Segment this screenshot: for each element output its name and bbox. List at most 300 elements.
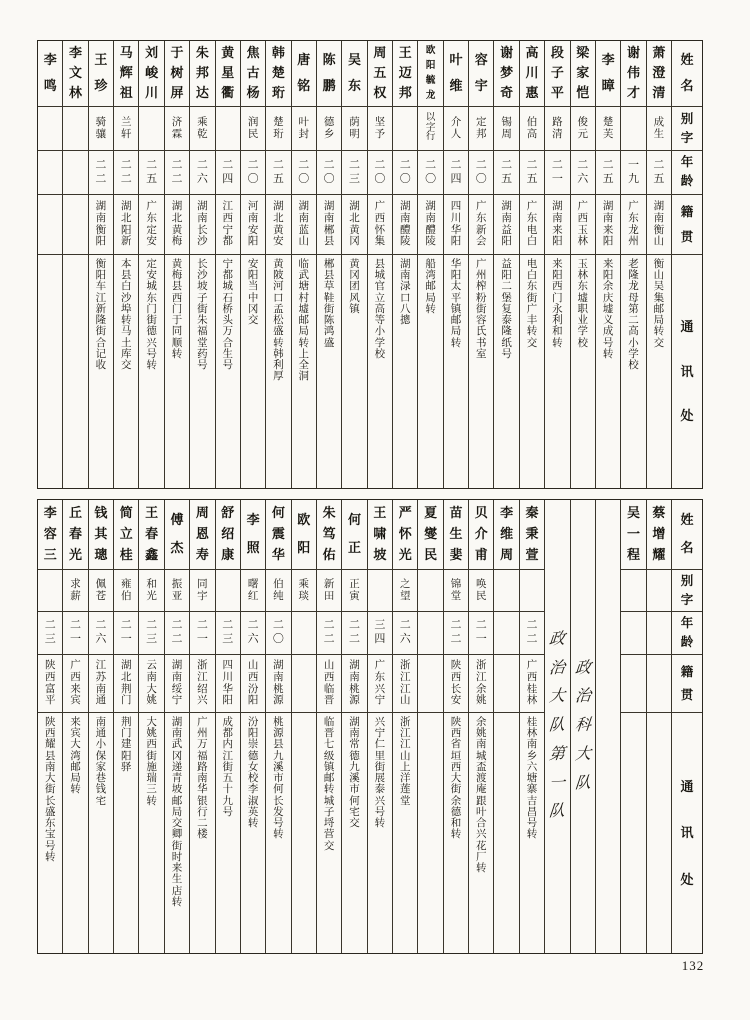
glyph: 林 — [526, 728, 538, 740]
name-cell — [89, 500, 113, 570]
glyph: 一 — [196, 633, 208, 645]
glyph: 北 — [121, 671, 132, 683]
glyph: 四 — [222, 660, 233, 671]
address-cell — [292, 713, 316, 953]
glyph: 耀 — [652, 547, 666, 563]
glyph: 晋 — [323, 695, 335, 707]
glyph: 二 — [146, 619, 158, 632]
glyph: 二 — [272, 158, 284, 171]
native-place-cell — [114, 195, 138, 255]
glyph: 笃 — [322, 526, 336, 542]
native-place-cell — [494, 195, 518, 255]
glyph: 一 — [551, 172, 563, 185]
glyph: 怀 — [374, 224, 386, 236]
glyph: 润 — [247, 116, 259, 128]
glyph: 萧 — [652, 45, 666, 61]
glyph: 周 — [373, 45, 387, 61]
glyph: 家 — [95, 761, 107, 773]
glyph: 舒 — [221, 505, 235, 521]
glyph: 堡 — [501, 292, 512, 304]
roster-column — [392, 500, 417, 953]
glyph: 山 — [298, 236, 310, 248]
glyph: 二 — [399, 158, 411, 171]
age-cell — [520, 151, 544, 195]
glyph: 收 — [95, 360, 107, 372]
glyph: 江 — [197, 671, 208, 683]
glyph: 广 — [70, 660, 81, 671]
glyph: 平 — [450, 292, 462, 304]
native-place-cell — [63, 655, 87, 713]
name-cell — [520, 500, 544, 570]
glyph: 龄 — [680, 174, 694, 189]
glyph: 何 — [271, 505, 285, 521]
glyph: 古 — [246, 65, 260, 81]
age-cell — [266, 151, 290, 195]
glyph: 江 — [95, 660, 107, 671]
glyph: 阳 — [450, 270, 462, 282]
glyph: 阳 — [425, 60, 436, 71]
name-cell — [216, 41, 240, 107]
native-place-cell — [292, 655, 316, 713]
glyph: 夏 — [424, 505, 438, 521]
glyph: 苗 — [449, 505, 463, 521]
glyph: 望 — [399, 590, 411, 602]
glyph: 长 — [197, 259, 208, 270]
glyph: 街 — [476, 303, 487, 315]
glyph: 大 — [146, 717, 157, 728]
glyph: 于 — [170, 45, 184, 61]
native-place-cell — [165, 655, 189, 713]
age-cell — [216, 612, 240, 655]
glyph: 转 — [171, 896, 183, 908]
glyph: 南 — [146, 671, 157, 683]
glyph: 榨 — [476, 281, 487, 293]
age-cell — [444, 151, 468, 195]
courtesy-name-cell — [393, 107, 417, 151]
roster-column — [519, 500, 544, 953]
glyph: 定 — [146, 259, 157, 270]
glyph: 乡 — [323, 128, 335, 140]
glyph: 立 — [119, 526, 133, 542]
glyph: 四 — [374, 633, 386, 645]
glyph: 马 — [119, 45, 133, 61]
glyph: 佩 — [95, 578, 107, 590]
glyph: 成 — [653, 116, 665, 128]
courtesy-name-cell — [190, 570, 214, 612]
glyph: 鹏 — [322, 78, 336, 94]
glyph: 伯 — [526, 116, 538, 128]
glyph: 长 — [450, 683, 462, 695]
age-cell — [520, 612, 544, 655]
glyph: 韩 — [271, 45, 285, 61]
name-cell — [596, 41, 620, 107]
glyph: 号 — [222, 806, 233, 818]
glyph: 宇 — [474, 78, 488, 94]
glyph: 严 — [398, 505, 412, 521]
glyph: 湖 — [121, 660, 132, 671]
glyph: 等 — [374, 315, 386, 327]
roster-column — [291, 41, 316, 488]
glyph: 湖 — [425, 201, 436, 212]
address-cell — [165, 713, 189, 953]
age-cell — [469, 612, 493, 655]
glyph: 头 — [222, 315, 233, 327]
glyph: 市 — [349, 784, 360, 796]
glyph: 邮 — [425, 281, 436, 293]
roster-column — [443, 41, 468, 488]
glyph: 二 — [349, 633, 360, 645]
glyph: 局 — [450, 326, 462, 338]
address-cell — [38, 255, 62, 488]
glyph: 二 — [171, 172, 183, 185]
glyph: 七 — [323, 739, 335, 751]
glyph: 城 — [146, 281, 157, 293]
age-cell — [647, 612, 671, 655]
age-cell — [89, 612, 113, 655]
glyph: 安 — [247, 259, 259, 270]
address-cell — [368, 255, 392, 488]
glyph: 年 — [680, 615, 694, 630]
glyph: 局 — [298, 326, 310, 338]
address-cell — [571, 255, 595, 488]
glyph: 婓 — [449, 547, 463, 563]
glyph: 溪 — [349, 773, 360, 785]
glyph: 寿 — [195, 547, 209, 563]
glyph: 生 — [222, 348, 233, 360]
glyph: 文 — [69, 65, 83, 81]
courtesy-name-cell — [469, 570, 493, 612]
glyph: 二 — [272, 619, 284, 632]
address-cell — [266, 713, 290, 953]
glyph: 维 — [449, 78, 463, 94]
age-cell — [89, 151, 113, 195]
glyph: 船 — [425, 259, 436, 270]
glyph: 子 — [550, 65, 564, 81]
glyph: 石 — [222, 292, 233, 304]
roster-column — [215, 41, 240, 488]
glyph: 街 — [222, 761, 233, 773]
courtesy-name-cell — [241, 107, 265, 151]
glyph: 怀 — [398, 526, 412, 542]
roster-column — [291, 500, 316, 953]
glyph: 莲 — [399, 784, 411, 796]
name-cell — [469, 500, 493, 570]
glyph: 高 — [525, 45, 539, 61]
glyph: 九 — [273, 750, 284, 762]
glyph: 河 — [247, 201, 259, 212]
glyph: 生 — [171, 874, 183, 886]
glyph: 镇 — [349, 303, 360, 315]
glyph: 邦 — [398, 85, 412, 101]
name-cell — [114, 500, 138, 570]
glyph: 集 — [653, 292, 665, 304]
glyph: 康 — [221, 547, 235, 563]
glyph: 职 — [577, 303, 588, 315]
name-cell — [418, 41, 442, 107]
glyph: 邮 — [70, 761, 81, 773]
glyph: 陈 — [323, 315, 335, 327]
glyph: 二 — [323, 619, 335, 632]
glyph: 东 — [526, 212, 538, 224]
glyph: 容 — [476, 315, 487, 327]
glyph: 讯 — [680, 825, 694, 841]
roster-column — [189, 41, 214, 488]
glyph: 东 — [374, 671, 386, 683]
glyph: 太 — [450, 281, 462, 293]
roster-column — [113, 500, 138, 953]
glyph: 增 — [652, 526, 666, 542]
glyph: 高 — [526, 128, 538, 140]
glyph: 里 — [374, 750, 386, 762]
glyph: 鞋 — [323, 292, 335, 304]
glyph: 来 — [171, 863, 183, 875]
glyph: 〇 — [399, 172, 411, 185]
name-cell — [241, 41, 265, 107]
glyph: 洋 — [399, 773, 411, 785]
glyph: 焦 — [246, 45, 260, 61]
glyph: 塘 — [298, 281, 310, 293]
glyph: 六 — [196, 172, 208, 185]
roster-column — [620, 41, 645, 488]
glyph: 江 — [399, 671, 411, 683]
glyph: 田 — [323, 590, 335, 602]
glyph: 小 — [374, 326, 386, 338]
glyph: 字 — [680, 592, 694, 607]
glyph: 德 — [323, 116, 335, 128]
glyph: 成 — [602, 326, 614, 338]
glyph: 湖 — [273, 201, 284, 212]
glyph: 楼 — [197, 829, 208, 841]
address-cell — [444, 255, 468, 488]
glyph: 号 — [146, 348, 157, 360]
glyph: 祖 — [119, 85, 133, 101]
glyph: 风 — [349, 292, 360, 304]
glyph: 庵 — [476, 784, 487, 796]
age-cell — [469, 151, 493, 195]
glyph: 坚 — [374, 116, 386, 128]
courtesy-name-cell — [190, 107, 214, 151]
glyph: 人 — [450, 128, 462, 140]
glyph: 县 — [121, 270, 132, 282]
glyph: 二 — [44, 619, 56, 632]
glyph: 坡 — [171, 784, 183, 796]
glyph: 新 — [323, 578, 335, 590]
glyph: 名 — [680, 78, 694, 94]
glyph: 林 — [526, 695, 538, 707]
glyph: 政 — [548, 630, 567, 649]
glyph: 琰 — [298, 590, 310, 602]
glyph: 宁 — [171, 695, 183, 707]
name-cell — [190, 41, 214, 107]
glyph: 江 — [222, 201, 233, 212]
glyph: 武 — [298, 270, 310, 282]
age-cell — [165, 151, 189, 195]
glyph: 陵 — [399, 236, 411, 248]
name-cell — [266, 500, 290, 570]
glyph: 第 — [628, 303, 639, 315]
glyph: 和 — [552, 326, 563, 338]
glyph: 九 — [222, 795, 233, 807]
address-cell — [292, 255, 316, 488]
glyph: 余 — [602, 281, 614, 293]
glyph: 川 — [145, 85, 159, 101]
glyph: 平 — [550, 85, 564, 101]
glyph: 处 — [680, 871, 694, 887]
courtesy-name-cell — [241, 570, 265, 612]
glyph: 湖 — [171, 660, 183, 671]
courtesy-name-cell — [165, 107, 189, 151]
glyph: 高 — [628, 326, 639, 338]
glyph: 沙 — [197, 270, 208, 282]
glyph: 乡 — [526, 750, 538, 762]
name-cell — [469, 41, 493, 107]
courtesy-name-cell — [266, 107, 290, 151]
glyph: 荆 — [121, 717, 132, 728]
glyph: 郴 — [323, 259, 335, 270]
glyph: 湖 — [197, 201, 208, 212]
roster-column — [38, 41, 62, 488]
glyph: 苍 — [95, 590, 107, 602]
courtesy-name-cell — [520, 107, 544, 151]
glyph: 号 — [197, 360, 208, 372]
glyph: 队 — [574, 774, 592, 793]
glyph: 交 — [653, 337, 665, 349]
glyph: 南 — [171, 671, 183, 683]
glyph: 河 — [273, 281, 284, 293]
glyph: 队 — [548, 803, 567, 821]
glyph: 五 — [602, 172, 614, 185]
glyph: 南 — [44, 761, 56, 773]
glyph: 玉 — [577, 224, 588, 236]
glyph: 号 — [374, 806, 386, 818]
age-cell — [190, 612, 214, 655]
glyph: 花 — [476, 840, 487, 852]
glyph: 堂 — [399, 795, 411, 807]
name-cell — [165, 41, 189, 107]
glyph: 峻 — [145, 65, 159, 81]
address-cell — [494, 713, 518, 953]
native-place-cell — [520, 655, 544, 713]
glyph: 盛 — [273, 326, 284, 338]
glyph: 震 — [271, 526, 285, 542]
glyph: 辉 — [119, 65, 133, 81]
glyph: 欧 — [425, 45, 436, 56]
native-place-cell — [444, 195, 468, 255]
age-cell — [165, 612, 189, 655]
glyph: 树 — [170, 65, 184, 81]
glyph: 兴 — [476, 829, 487, 841]
glyph: 梅 — [171, 236, 183, 248]
glyph: 宅 — [95, 795, 107, 807]
glyph: 江 — [399, 739, 411, 751]
roster-column — [189, 500, 214, 953]
glyph: 驿 — [121, 761, 132, 773]
glyph: 阳 — [121, 224, 132, 236]
glyph: 局 — [425, 292, 436, 304]
glyph: 广 — [374, 201, 386, 212]
glyph: 李 — [601, 51, 615, 67]
roster-column — [62, 41, 87, 488]
glyph: 〇 — [323, 172, 335, 185]
glyph: 东 — [476, 212, 487, 224]
glyph: 宾 — [70, 695, 81, 707]
glyph: 兰 — [121, 116, 132, 128]
age-cell — [292, 612, 316, 655]
glyph: 陕 — [450, 717, 462, 728]
glyph: 阳 — [501, 270, 512, 282]
glyph: 转 — [273, 829, 284, 841]
glyph: 山 — [399, 750, 411, 762]
age-cell — [114, 612, 138, 655]
glyph: 江 — [476, 671, 487, 683]
address-cell — [114, 255, 138, 488]
native-place-cell — [342, 195, 366, 255]
glyph: 黄 — [349, 224, 360, 236]
glyph: 校 — [374, 348, 386, 360]
glyph: 澄 — [652, 65, 666, 81]
glyph: 湖 — [323, 201, 335, 212]
glyph: 珩 — [271, 85, 285, 101]
glyph: 山 — [653, 270, 665, 282]
glyph: 刘 — [145, 45, 159, 61]
glyph: 二 — [95, 172, 107, 185]
address-cell — [393, 255, 417, 488]
glyph: 六 — [526, 761, 538, 773]
glyph: 泰 — [501, 315, 512, 327]
glyph: 邦 — [476, 128, 487, 140]
age-cell — [114, 151, 138, 195]
native-place-cell — [165, 195, 189, 255]
glyph: 二 — [526, 158, 538, 171]
glyph: 维 — [500, 526, 514, 542]
glyph: 西 — [222, 212, 233, 224]
courtesy-name-cell — [545, 107, 569, 151]
glyph: 转 — [374, 818, 386, 830]
glyph: 湖 — [349, 660, 360, 671]
glyph: 迈 — [398, 65, 412, 81]
name-cell — [292, 500, 316, 570]
age-cell — [621, 612, 645, 655]
glyph: 正 — [348, 540, 362, 556]
glyph: 李 — [43, 51, 57, 67]
courtesy-name-cell — [317, 107, 341, 151]
glyph: 邦 — [195, 65, 209, 81]
name-cell — [393, 41, 417, 107]
glyph: 门 — [146, 303, 157, 315]
glyph: 城 — [374, 270, 386, 282]
glyph: 转 — [653, 326, 665, 338]
glyph: 西 — [44, 728, 56, 740]
glyph: 松 — [273, 315, 284, 327]
glyph: 沙 — [121, 292, 132, 304]
glyph: 正 — [349, 578, 360, 590]
address-cell — [469, 713, 493, 953]
address-cell — [621, 255, 645, 488]
glyph: 德 — [450, 806, 462, 818]
glyph: 十 — [222, 784, 233, 796]
glyph: 荫 — [349, 116, 360, 128]
courtesy-name-cell — [114, 570, 138, 612]
name-cell — [494, 41, 518, 107]
native-place-cell — [114, 655, 138, 713]
glyph: 西 — [552, 281, 563, 293]
glyph: 兴 — [374, 795, 386, 807]
glyph: 合 — [95, 337, 107, 349]
glyph: 余 — [450, 795, 462, 807]
roster-column — [341, 500, 366, 953]
address-cell — [241, 255, 265, 488]
glyph: 口 — [399, 292, 411, 304]
